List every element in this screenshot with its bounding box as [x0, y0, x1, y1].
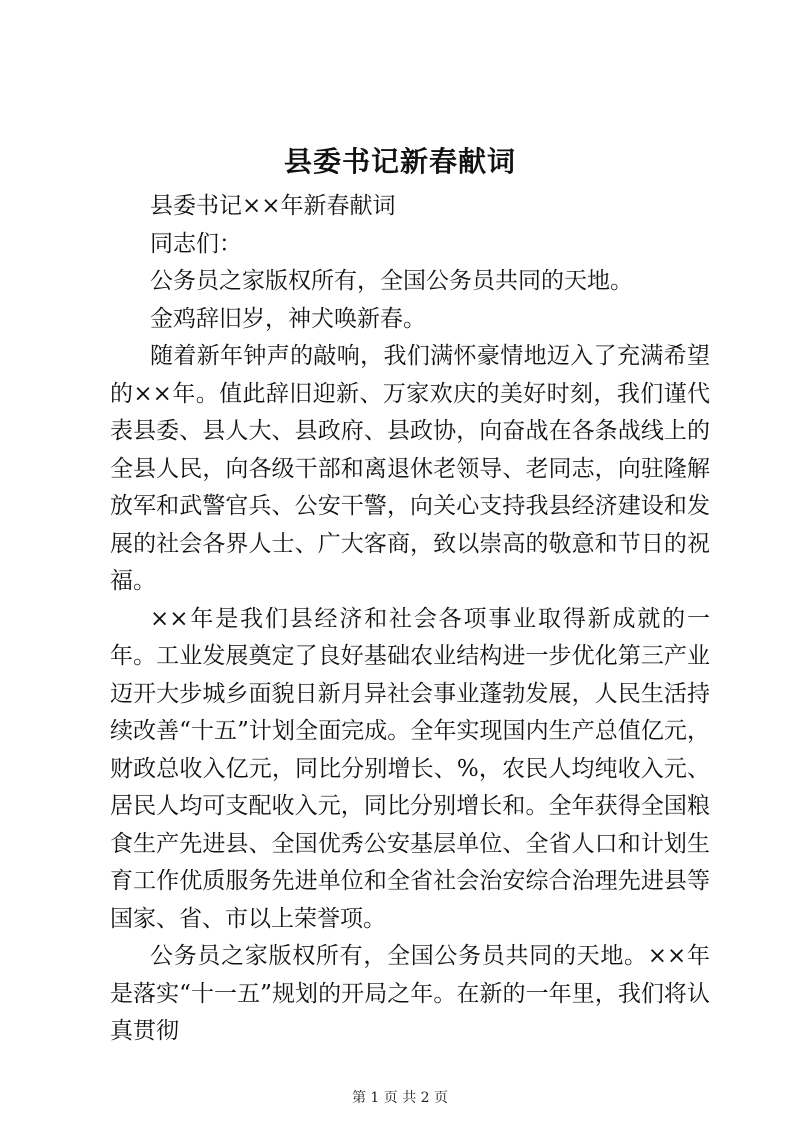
paragraph-heading: 县委书记××年新春献词	[150, 193, 396, 219]
paragraph-copyright-notice: 公务员之家版权所有，全国公务员共同的天地。	[150, 268, 633, 294]
document-title: 县委书记新春献词	[283, 145, 516, 178]
paragraph-new-year-wishes: 随着新年钟声的敲响，我们满怀豪情地迈入了充满希望的××年。值此辞旧迎新、万家欢庆的美好时刻，我们谨代表县委、县人大、县政府、县政协，向奋战在各条战线上的全县人民，向各级干部和离退休老领导、老同志，向驻隆解放军和武警官兵、公安干警，向关心支持我县经济建设和发展的社会各界人士、广大客商，致以崇高的敬意和节日的祝福。	[110, 343, 710, 594]
document-body	[110, 188, 710, 1051]
page-footer: 第 1 页 共 2 页	[351, 1090, 449, 1106]
paragraph-annual-review: ××年是我们县经济和社会各项事业取得新成就的一年。工业发展奠定了良好基础农业结构进一步优化第三产业迈开大步城乡面貌日新月异社会事业蓬勃发展，人民生活持续改善“十五”计划全面完成。全年实现国内生产总值亿元，财政总收入亿元，同比分别增长、%，农民人均纯收入元、居民人均可支配收入元，同比分别增长和。全年获得全国粮食生产先进县、全国优秀公安基层单位、全省人口和计划生育工作优质服务先进单位和全省社会治安综合治理先进县等国家、省、市以上荣誉项。	[110, 605, 710, 932]
paragraph-salutation: 同志们：	[150, 230, 242, 257]
paragraph-new-year-plan: 公务员之家版权所有，全国公务员共同的天地。××年是落实“十一五”规划的开局之年。在新的一年里，我们将认真贯彻	[110, 943, 710, 1044]
paragraph-greeting: 金鸡辞旧岁，神犬唤新春。	[150, 305, 426, 332]
